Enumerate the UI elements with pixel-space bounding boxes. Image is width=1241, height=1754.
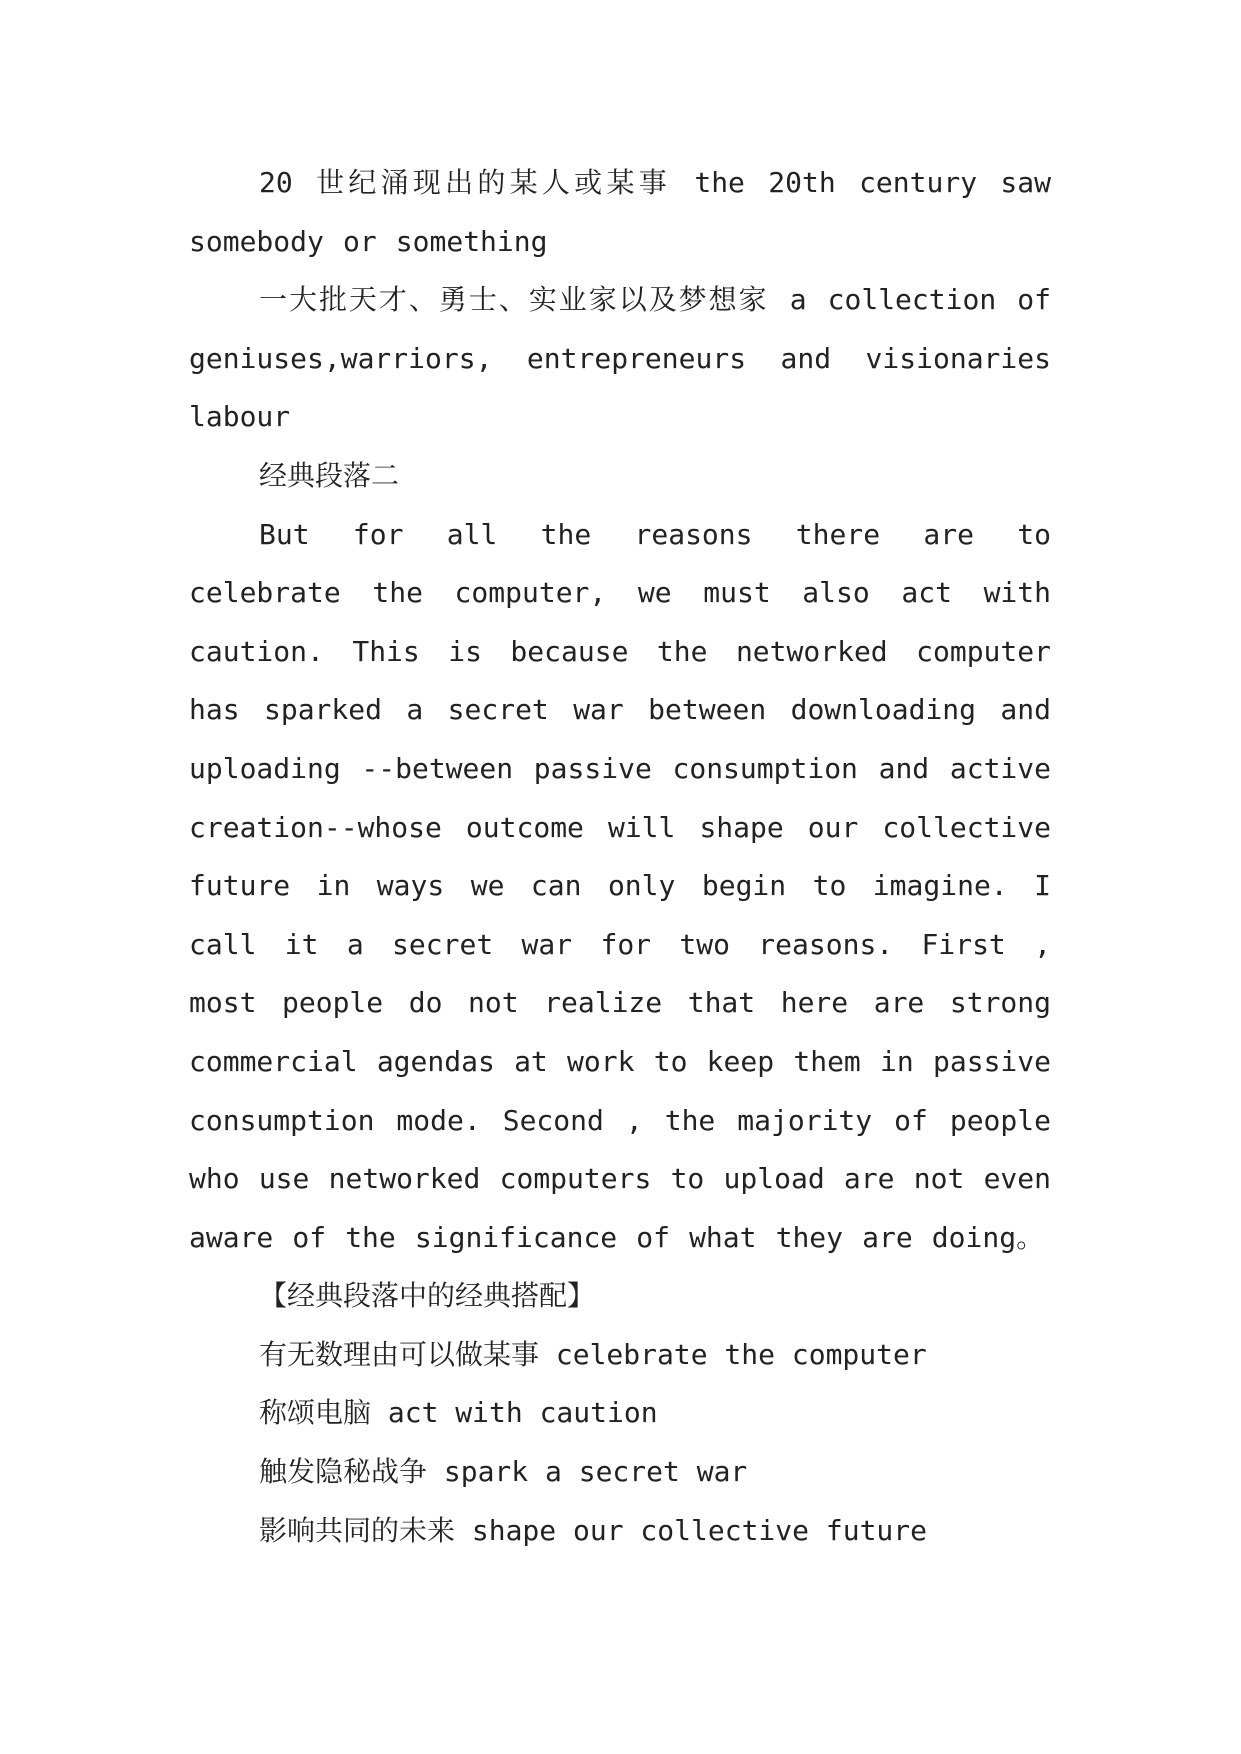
passage-paragraph: But for all the reasons there are to celebrate the computer, we must also act with caution. This is because the networked computer has sparked a secret war between downloading and uploading --between passive consumption and active creation--whose outcome will shape our collective future in ways we can only begin to imagine. I call it a secret war for two reasons. First , most people do not realize that here are strong commercial agendas at work to keep them in passive consumption mode. Second , the majority of people who use networked computers to upload are not even aware of the significance of what they are doing。 xyxy=(189,517,1051,1254)
collocation-item: 称颂电脑 act with caution xyxy=(259,1396,658,1430)
paragraph-20th-century: 20 世纪涌现出的某人或某事 the 20th century saw somebody or something xyxy=(189,166,1051,258)
document-page xyxy=(189,154,1051,1560)
collocation-item: 有无数理由可以做某事 celebrate the computer xyxy=(259,1337,927,1371)
collocations-heading: 【经典段落中的经典搭配】 xyxy=(259,1279,596,1313)
paragraph-collection-of-geniuses: 一大批天才、勇士、实业家以及梦想家 a collection of geniuses,warriors, entrepreneurs and visionaries labour xyxy=(189,283,1051,434)
section-heading: 经典段落二 xyxy=(259,458,400,492)
collocation-item: 触发隐秘战争 spark a secret war xyxy=(259,1455,748,1489)
collocation-item: 影响共同的未来 shape our collective future xyxy=(259,1513,928,1547)
